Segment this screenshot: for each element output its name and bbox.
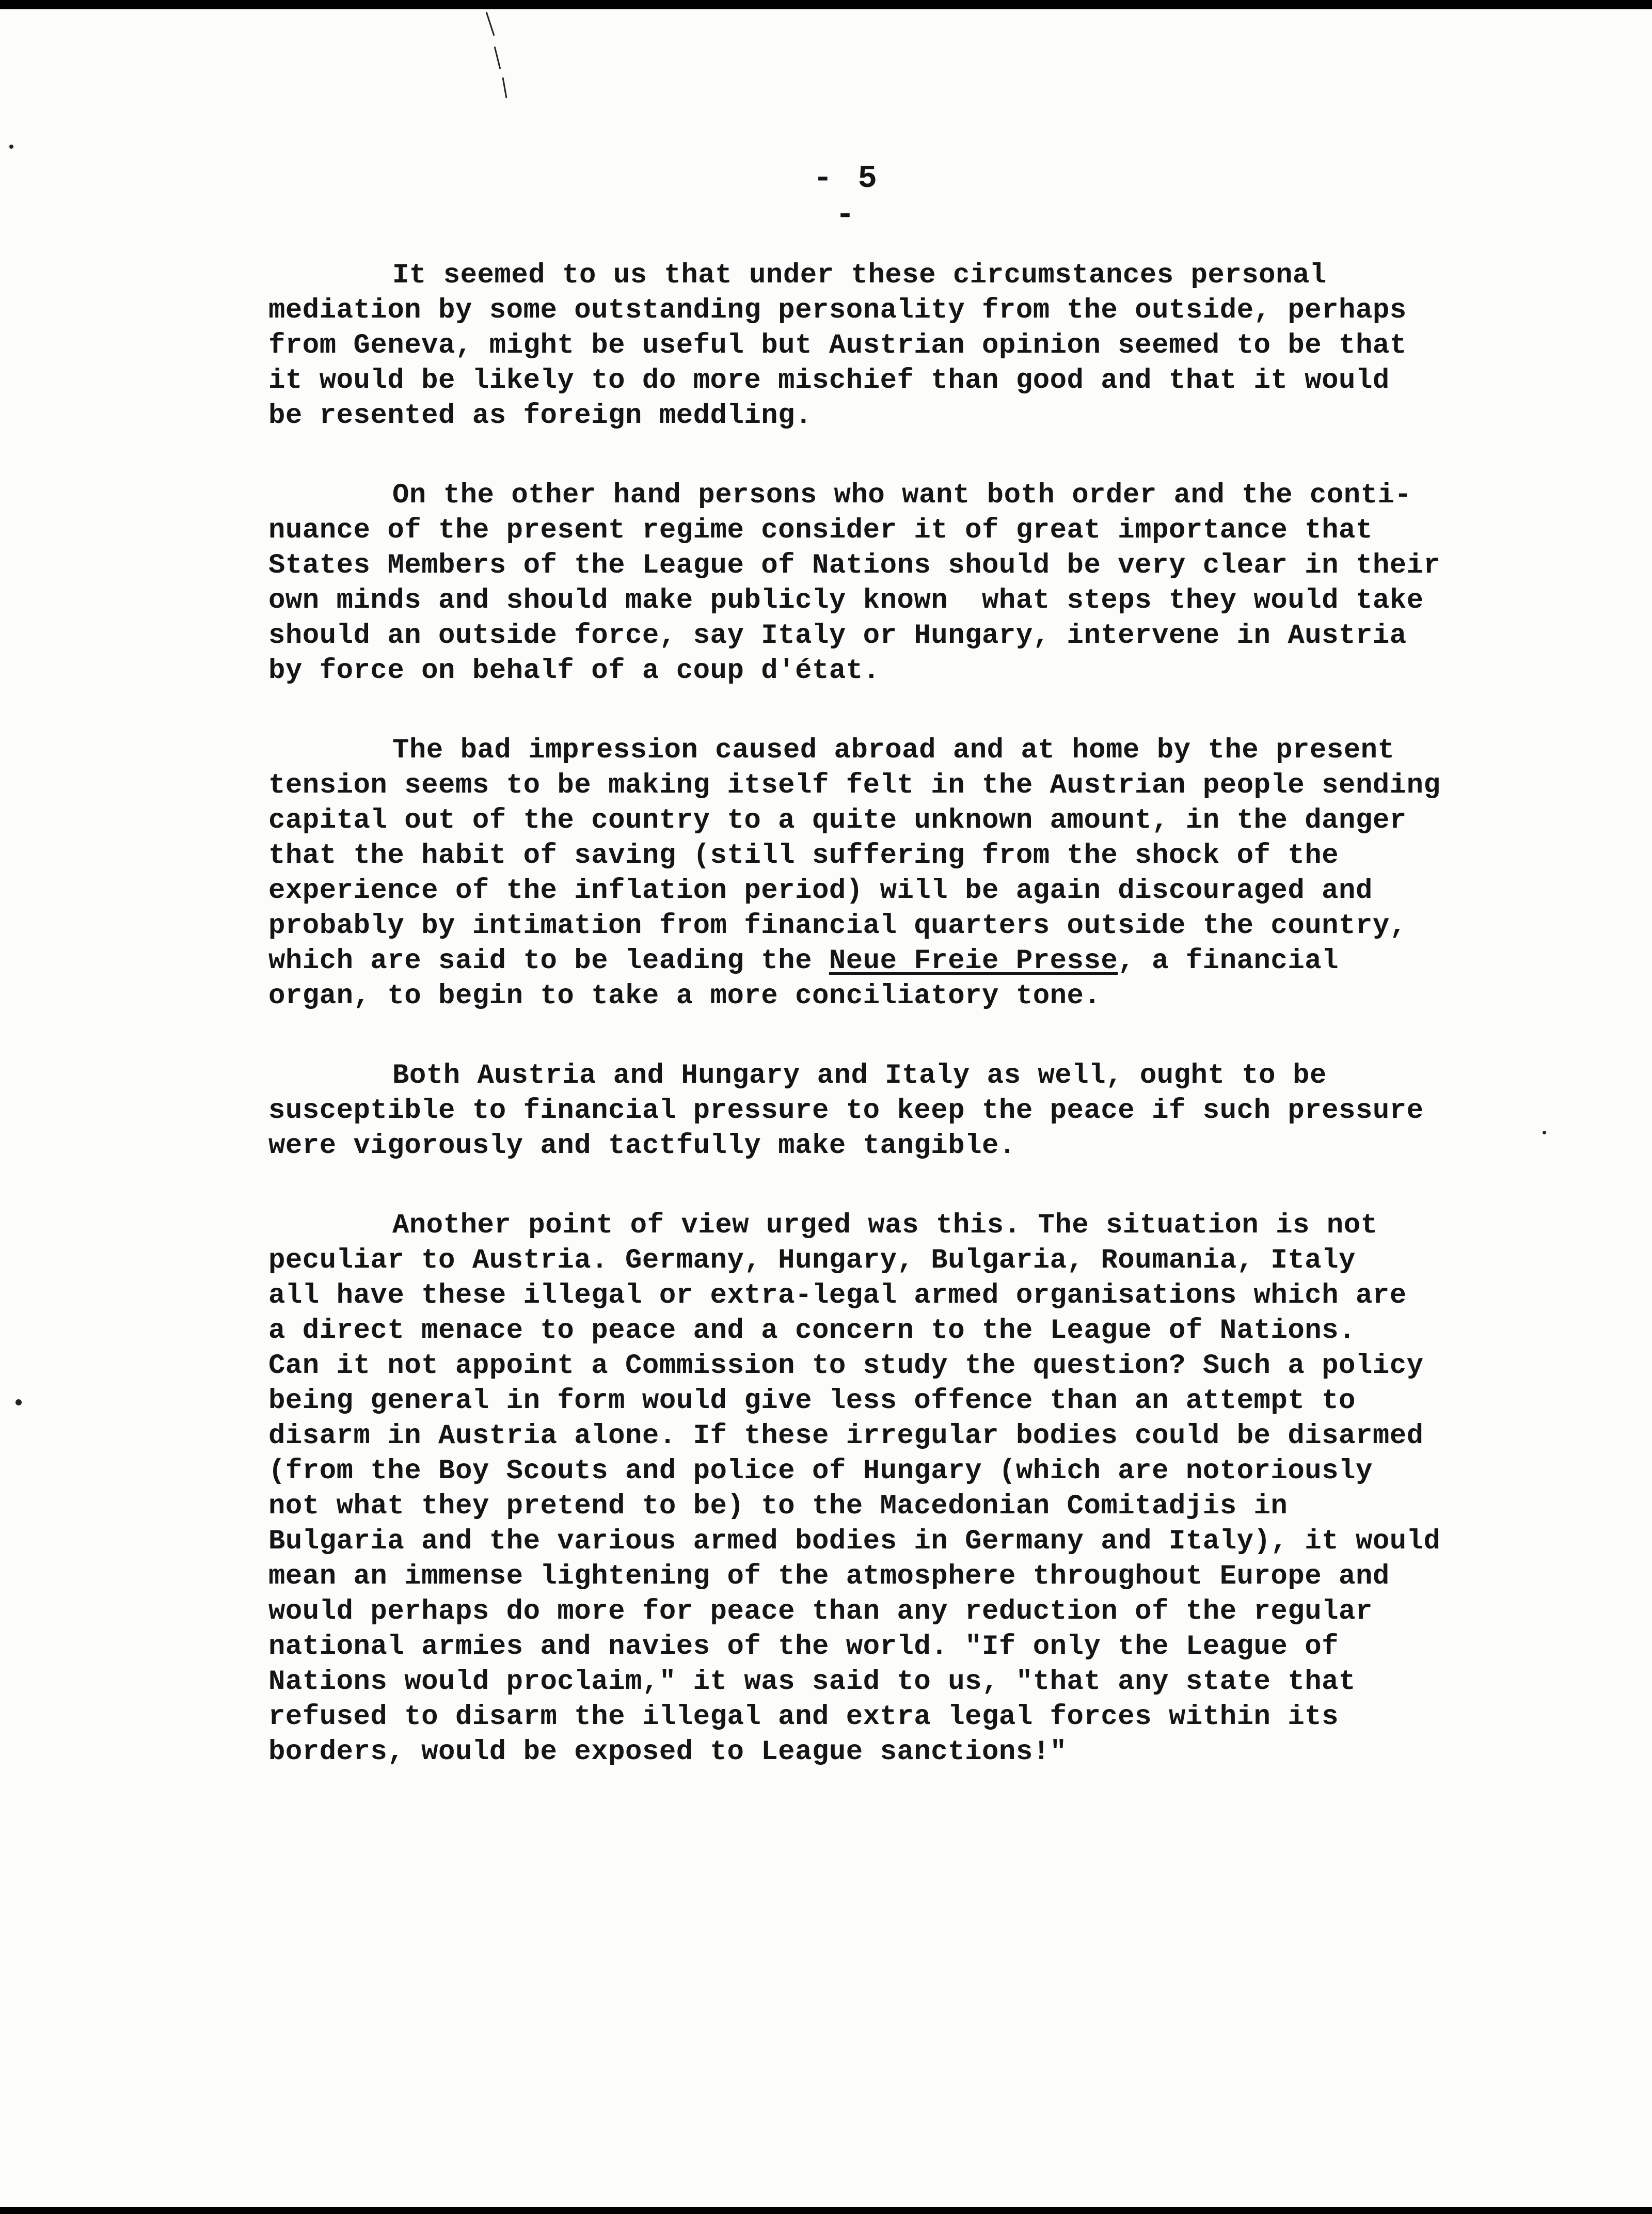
text-line: States Members of the League of Nations should be very clear in their [268,550,1441,581]
text-line: being general in form would give less offence than an attempt to [268,1385,1356,1417]
scan-mark [486,12,495,36]
scan-mark [502,77,507,98]
text-line: were vigorously and tactfully make tangible. [268,1130,1016,1162]
text-line: organ, to begin to take a more conciliatory tone. [268,981,1101,1012]
text-line: would perhaps do more for peace than any reduction of the regular [268,1596,1373,1627]
text-fragment: , a financial [1118,945,1339,977]
scan-bottom-border [0,2207,1652,2214]
text-line: Both Austria and Hungary and Italy as well, ought to be [392,1060,1327,1092]
text-line: peculiar to Austria. Germany, Hungary, Bulgaria, Roumania, Italy [268,1245,1356,1276]
text-line: national armies and navies of the world. "If only the League of [268,1631,1339,1663]
text-line: from Geneva, might be useful but Austrian opinion seemed to be that [268,330,1407,361]
text-line: a direct menace to peace and a concern to the League of Nations. [268,1315,1356,1347]
paragraph-1 [268,258,1600,434]
text-line: be resented as foreign meddling. [268,400,812,432]
text-line: refused to disarm the illegal and extra legal forces within its [268,1701,1339,1733]
text-line: by force on behalf of a coup d'état. [268,655,880,687]
text-line: experience of the inflation period) will be again discouraged and [268,875,1373,907]
paragraph-4 [268,1058,1600,1164]
text-line: disarm in Austria alone. If these irregular bodies could be disarmed [268,1420,1424,1452]
text-line: Can it not appoint a Commission to study the question? Such a policy [268,1350,1424,1382]
text-fragment: which are said to be leading the [268,945,829,977]
text-line: susceptible to financial pressure to keep the peace if such pressure [268,1095,1424,1127]
text-line: all have these illegal or extra-legal armed organisations which are [268,1280,1407,1311]
newspaper-name: Neue Freie Presse [829,945,1118,977]
text-line: It seemed to us that under these circumstances personal [392,260,1327,291]
text-line: own minds and should make publicly known what steps they would take [268,585,1424,616]
paragraph-2 [268,478,1600,689]
text-line: Bulgaria and the various armed bodies in Germany and Italy), it would [268,1526,1441,1557]
text-line: (from the Boy Scouts and police of Hungary (which are notoriously [268,1456,1373,1487]
body-text [268,258,1600,1814]
text-line: it would be likely to do more mischief than good and that it would [268,365,1390,397]
text-line: borders, would be exposed to League sanctions!" [268,1736,1067,1768]
text-line: probably by intimation from financial quarters outside the country, [268,910,1407,942]
scan-dot [9,145,13,149]
text-line: nuance of the present regime consider it of great importance that [268,515,1373,546]
text-line: tension seems to be making itself felt in the Austrian people sending [268,770,1441,801]
text-line: mean an immense lightening of the atmosphere throughout Europe and [268,1561,1390,1592]
scan-top-border [0,0,1652,9]
text-line: should an outside force, say Italy or Hungary, intervene in Austria [268,620,1407,652]
text-line: Another point of view urged was this. The situation is not [392,1210,1378,1241]
scan-mark [494,46,501,69]
text-line: On the other hand persons who want both order and the conti- [392,480,1412,511]
scan-dot [15,1399,22,1405]
text-line: The bad impression caused abroad and at home by the present [392,735,1395,766]
text-line: capital out of the country to a quite unknown amount, in the danger [268,805,1407,836]
text-line: Nations would proclaim," it was said to us, "that any state that [268,1666,1356,1698]
text-line: not what they pretend to be) to the Macedonian Comitadjis in [268,1491,1288,1522]
paragraph-5 [268,1208,1600,1770]
paragraph-3 [268,733,1600,1014]
page-number: - 5 - [813,160,880,233]
text-line: mediation by some outstanding personality from the outside, perhaps [268,295,1407,326]
text-line-with-newspaper [268,944,1600,979]
text-line: that the habit of saving (still suffering from the shock of the [268,840,1339,872]
